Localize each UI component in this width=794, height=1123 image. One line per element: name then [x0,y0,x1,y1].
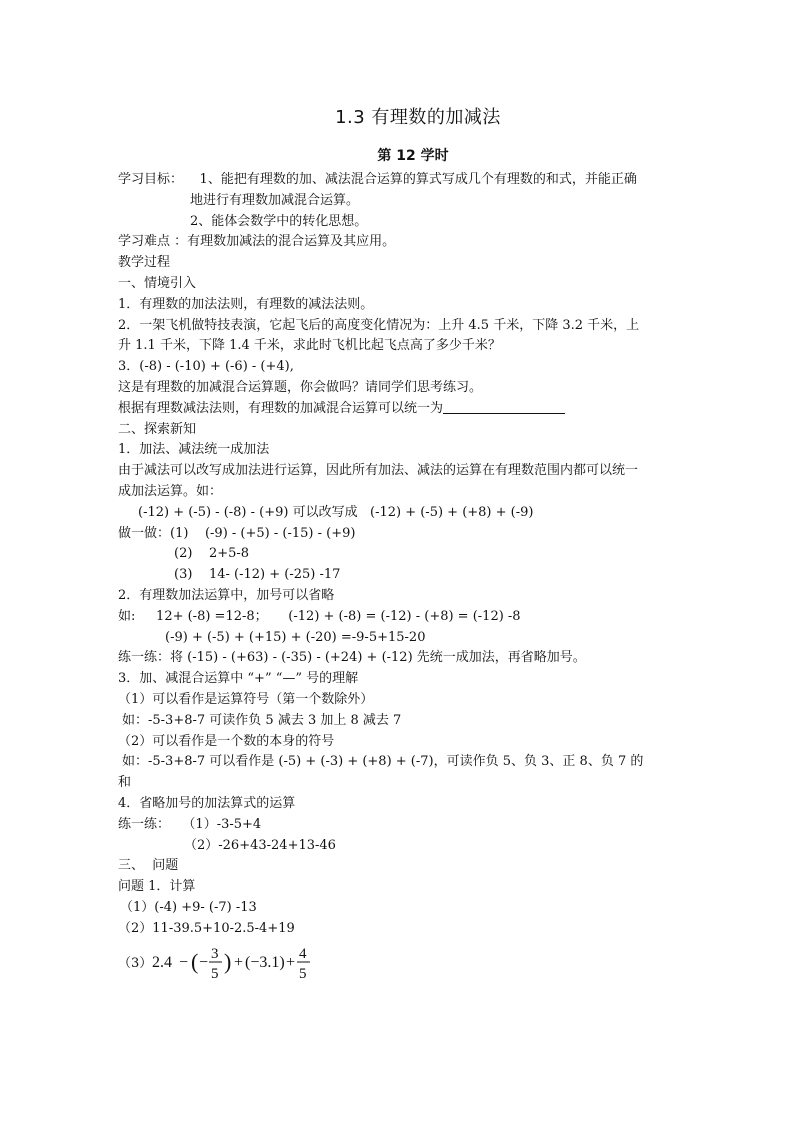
q3-denominator-2: 5 [299,966,307,983]
section-2-heading: 二、探索新知 [118,421,197,437]
try-item-1: (1) (-9) - (+5) - (-15) - (+9) [170,525,356,541]
sec2-s4-title: 4．省略加号的加法算式的运算 [118,795,296,811]
sec2-s3-b-example-line-1: 如：-5-3+8-7 可以看作是 (-5) + (-3) + (+8) + (-7)，可读作负 5、负 3、正 8、负 7 的 [122,754,644,770]
sec2-s2-practice: 练一练：将 (-15) - (+63) - (-35) - (+24) + (-12) 先统一成加法，再省略加号。 [118,650,586,666]
objectives-line-1 [118,170,678,191]
sec1-p5 [118,399,678,420]
try-item-2: (2) 2+5-8 [174,546,250,562]
sec2-try-row-1 [118,524,678,545]
question-1-item-1: （1）(-4) +9- (-7) -13 [120,899,257,915]
document-page [118,104,678,985]
question-1-item-2: （2）11-39.5+10-2.5-4+19 [118,920,295,936]
process-heading: 教学过程 [118,255,171,271]
q3-term-a: 2.4 [152,954,172,972]
sec1-p5-text: 根据有理数减法法则，有理数的加减混合运算可以统一为 [118,400,444,416]
q3-label: （3） [118,956,153,972]
practice-label: 练一练： [118,816,171,832]
q3-term-mid: (−3.1) [245,954,285,972]
fill-in-blank [443,399,565,414]
sec2-s2-example-2: (-9) + (-5) + (+15) + (-20) =-9-5+15-20 [165,629,426,645]
try-label: 做一做： [118,525,171,541]
objective-1-line-1: 1、能把有理数的加、减法混合运算的算式写成几个有理数的和式，并能正确 [199,172,637,187]
sec2-s3-a-example: 如：-5-3+8-7 可读作负 5 减去 3 加上 8 减去 7 [122,712,402,728]
difficulty: 学习难点 ：有理数加减法的混合运算及其应用。 [118,234,396,250]
section-1-heading: 一、情境引入 [118,275,197,291]
sec2-s3-b-example-line-2: 和 [118,775,132,791]
sec2-s1-title: 1．加法、减法统一成加法 [118,442,270,458]
section-3-heading: 三、 问题 [118,858,179,874]
q3-denominator-1: 5 [211,966,219,983]
lesson-subtitle: 第 12 学时 [377,148,449,164]
q3-numerator-2: 4 [299,946,307,963]
q3-lparen: ( [191,949,199,975]
sec1-p4: 这是有理数的加减混合运算题，你会做吗？请同学们思考练习。 [118,379,483,395]
sec2-s2-example-1: 如: 12+ (-8) =12-8； (-12) + (-8) = (-12) - (+8) = (-12) -8 [118,608,521,624]
sec2-s2-title: 2．有理数加法运算中，加号可以省略 [118,587,335,603]
sec2-s3-a: （1）可以看作是运算符号（第一个数除外） [118,691,374,707]
sec1-p2-line-1: 2．一架飞机做特技表演，它起飞后的高度变化情况为：上升 4.5 千米，下降 3.2 千米，上 [118,317,640,333]
sec2-s1-example: (-12) + (-5) - (-8) - (+9) 可以改写成 (-12) + (-5) + (+8) + (-9) [138,504,534,520]
objective-1-line-2: 地进行有理数加减混合运算。 [190,192,360,208]
question-1-title: 问题 1．计算 [118,879,196,895]
q3-neg: − [199,954,209,972]
q3-plus-1: + [234,954,244,972]
sec2-s3-title: 3．加、减混合运算中 “+” “—” 号的理解 [118,671,359,687]
practice-item-1: （1）-3-5+4 [182,816,262,832]
page-title: 1.3 有理数的加减法 [335,107,501,128]
try-item-3: (3) 14- (-12) + (-25) -17 [174,567,341,583]
sec2-s3-b: （2）可以看作是一个数的本身的符号 [118,733,335,749]
sec2-s1-text-line-2: 成加法运算。如： [118,483,223,499]
objective-2: 2、能体会数学中的转化思想。 [190,213,368,229]
fraction-expression [118,941,338,985]
objectives-label: 学习目标： [118,172,184,187]
q3-minus: − [179,954,189,972]
practice-item-2: （2）-26+43-24+13-46 [184,837,336,853]
q3-numerator-1: 3 [211,946,219,963]
sec2-s1-text-line-1: 由于减法可以改写成加法进行运算，因此所有加法、减法的运算在有理数范围内都可以统一 [118,463,639,479]
question-1-item-3 [118,941,678,985]
sec1-p1: 1．有理数的加法法则，有理数的减法法则。 [118,296,374,312]
sec1-p3: 3．(-8) - (-10) + (-6) - (+4), [118,359,294,375]
q3-rparen: ) [224,949,232,975]
sec2-s4-row-1 [118,815,678,836]
sec1-p2-line-2: 升 1.1 千米，下降 1.4 千米，求此时飞机比起飞点高了多少千米？ [118,338,501,354]
q3-plus-2: + [286,954,296,972]
